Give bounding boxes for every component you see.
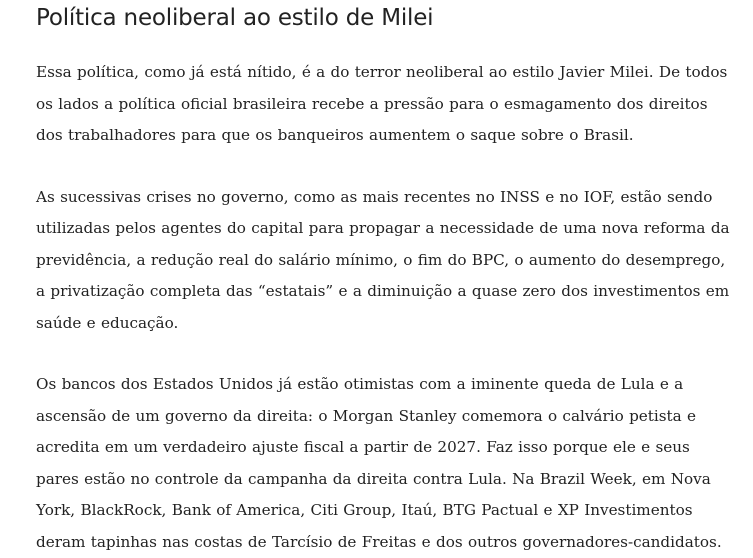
article-paragraph-1: Essa política, como já está nítido, é a do terror neoliberal ao estilo Javier Milei. De todos os lados a política oficial brasileira recebe a pressão para o esmagamento dos direitos dos trabalhadores para que os banqueiros aumentem o saque sobre o Brasil. xyxy=(36,63,728,144)
article-section-title: Política neoliberal ao estilo de Milei xyxy=(36,5,434,31)
article-paragraph-2: As sucessivas crises no governo, como as mais recentes no INSS e no IOF, estão sendo utilizadas pelos agentes do capital para propagar a necessidade de uma nova reforma da previdência, a redução real do salário mínimo, o fim do BPC, o aumento do desemprego, a privatização completa das “estatais” e a diminuição a quase zero dos investimentos em saúde e educação. xyxy=(36,187,730,332)
article xyxy=(36,0,736,558)
article-paragraph-3: Os bancos dos Estados Unidos já estão otimistas com a iminente queda de Lula e a ascensão de um governo da direita: o Morgan Stanley comemora o calvário petista e acredita em um verdadeiro ajuste fiscal a partir de 2027. Faz isso porque ele e seus pares estão no controle da campanha da direita contra Lula. Na Brazil Week, em Nova York, BlackRock, Bank of America, Citi Group, Itaú, BTG Pactual e XP Investimentos deram tapinhas nas costas de Tarcísio de Freitas e dos outros governadores-candidatos. xyxy=(36,375,722,551)
